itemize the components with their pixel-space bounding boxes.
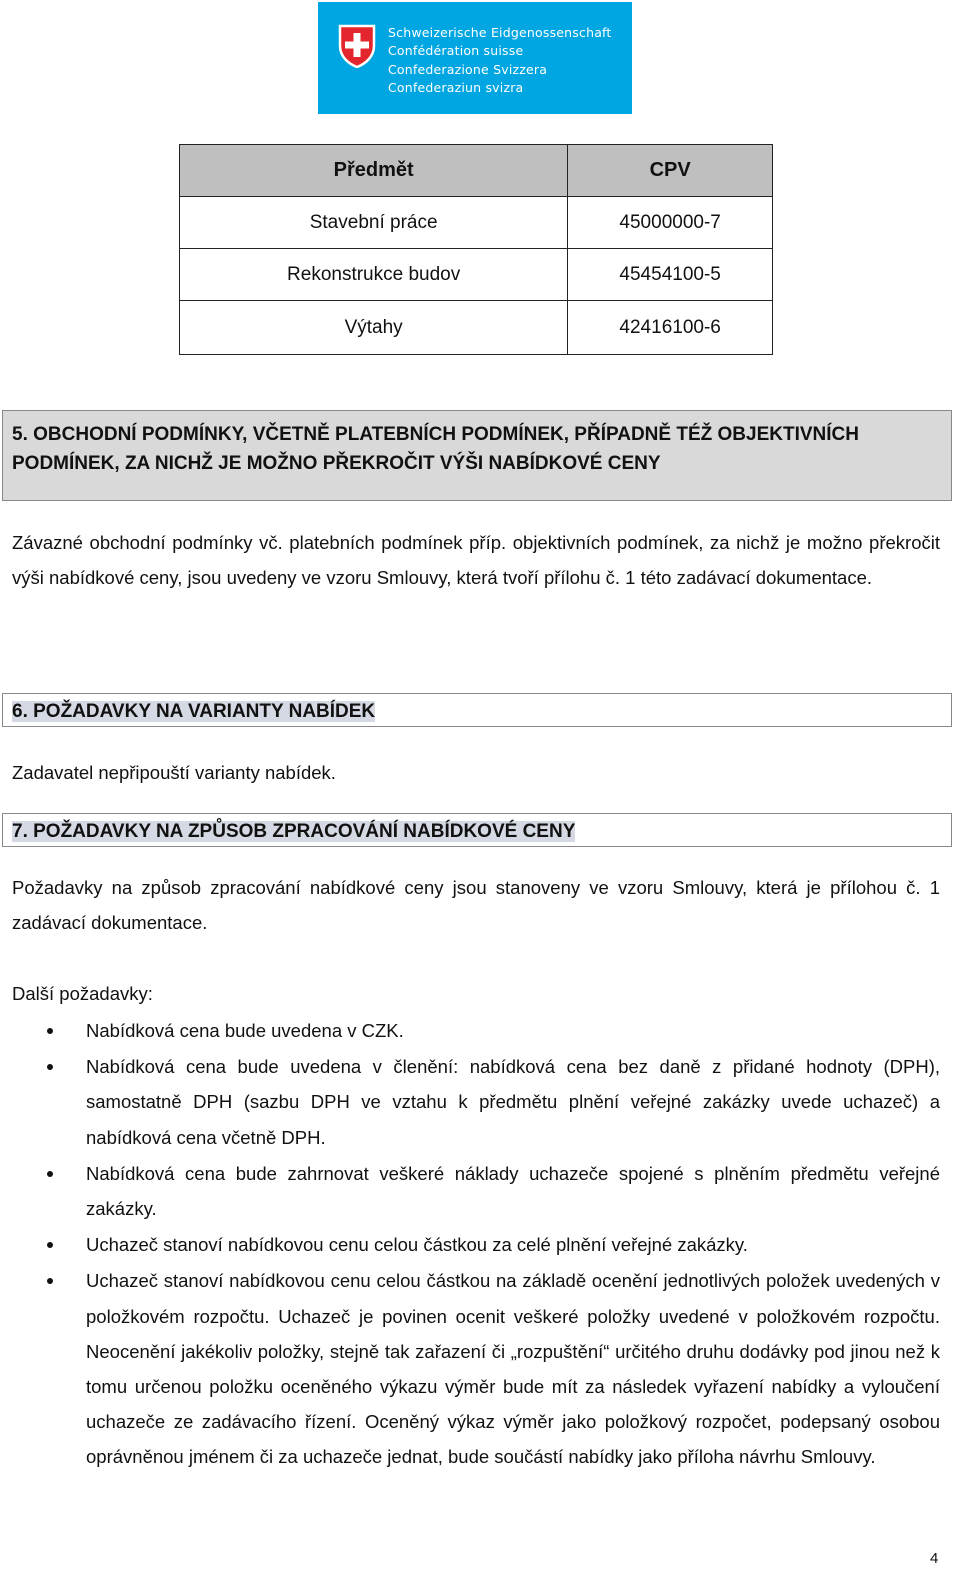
bullet-icon	[47, 1064, 53, 1070]
logo-line: Confederaziun svizra	[388, 80, 524, 96]
list-item-text: Nabídková cena bude zahrnovat veškeré náklady uchazeče spojené s plněním předmětu veřejné zakázky.	[86, 1162, 940, 1220]
list-item	[0, 1156, 940, 1226]
bullet-icon	[47, 1171, 53, 1177]
cpv-table	[179, 144, 773, 355]
requirements-list	[0, 1013, 940, 1476]
section-6-title: 6. POŽADAVKY NA VARIANTY NABÍDEK	[12, 701, 376, 722]
table-cell-cpv: 45454100-5	[568, 249, 773, 301]
table-cell-subject: Rekonstrukce budov	[180, 249, 568, 301]
table-cell-subject: Stavební práce	[180, 197, 568, 249]
list-item-text: Nabídková cena bude uvedena v CZK.	[86, 1020, 404, 1041]
section-5-header	[2, 410, 952, 501]
list-item-text: Uchazeč stanoví nabídkovou cenu celou částkou na základě ocenění jednotlivých položek uvedených v položkovém rozpočtu. Uchazeč je povinen ocenit veškeré položky uvedené v položkovém rozpočtu. Neocenění jakékoliv položky, stejně tak zařazení či „rozpuštění“ určitého druhu dodávky pod jinou než k tomu určenou položku oceněného výkazu výměr bude mít za následek vyřazení nabídky a vyloučení uchazeče ze zadávacího řízení. Oceněný výkaz výměr jako položkový rozpočet, podepsaný osobou oprávněnou jménem či za uchazeče jednat, bude součástí nabídky jako příloha návrhu Smlouvy.	[86, 1270, 940, 1468]
list-item	[0, 1049, 940, 1155]
section-6-text: Zadavatel nepřipouští varianty nabídek.	[12, 762, 336, 783]
swiss-crest-icon	[338, 24, 376, 68]
table-row	[180, 197, 773, 249]
list-item	[0, 1013, 940, 1048]
logo-line: Confederazione Svizzera	[388, 61, 548, 77]
bullet-icon	[47, 1242, 53, 1248]
table-row	[180, 249, 773, 301]
logo-line: Schweizerische Eidgenossenschaft	[388, 25, 612, 40]
table-cell-cpv: 45000000-7	[568, 197, 773, 249]
section-7-title: 7. POŽADAVKY NA ZPŮSOB ZPRACOVÁNÍ NABÍDKOVÉ CENY	[12, 821, 576, 842]
table-row	[180, 301, 773, 355]
further-requirements-label: Další požadavky:	[12, 983, 153, 1004]
section-5-title: 5. OBCHODNÍ PODMÍNKY, VČETNĚ PLATEBNÍCH PODMÍNEK, PŘÍPADNĚ TÉŽ OBJEKTIVNÍCH PODMÍNEK, ZA NICHŽ JE MOŽNO PŘEKROČIT VÝŠI NABÍDKOVÉ CENY	[12, 424, 859, 474]
list-item	[0, 1263, 940, 1474]
section-5-text: Závazné obchodní podmínky vč. platebních podmínek příp. objektivních podmínek, za nichž je možno překročit výši nabídkové ceny, jsou uvedeny ve vzoru Smlouvy, která tvoří přílohu č. 1 této zadávací dokumentace.	[12, 532, 940, 588]
bullet-icon	[47, 1278, 53, 1284]
list-item-text: Uchazeč stanoví nabídkovou cenu celou částkou za celé plnění veřejné zakázky.	[86, 1234, 748, 1256]
logo-text	[388, 24, 612, 98]
section-7-header	[2, 813, 952, 847]
logo-line: Confédération suisse	[388, 43, 524, 59]
list-item	[0, 1227, 940, 1262]
swiss-confederation-logo	[318, 2, 632, 114]
table-header-subject: Předmět	[180, 145, 568, 197]
section-7-text: Požadavky na způsob zpracování nabídkové ceny jsou stanoveny ve vzoru Smlouvy, která je přílohou č. 1 zadávací dokumentace.	[12, 877, 940, 933]
section-6-header	[2, 693, 952, 727]
page-number: 4	[930, 1550, 939, 1567]
table-cell-subject: Výtahy	[180, 301, 568, 355]
table-header-row	[180, 145, 773, 197]
table-cell-cpv: 42416100-6	[568, 301, 773, 355]
bullet-icon	[47, 1028, 53, 1034]
list-item-text: Nabídková cena bude uvedena v členění: nabídková cena bez daně z přidané hodnoty (DPH), samostatně DPH (sazbu DPH ve vztahu k předmětu plnění veřejné zakázky uvede uchazeč) a nabídková cena včetně DPH.	[86, 1056, 940, 1148]
table-header-cpv: CPV	[568, 145, 773, 197]
